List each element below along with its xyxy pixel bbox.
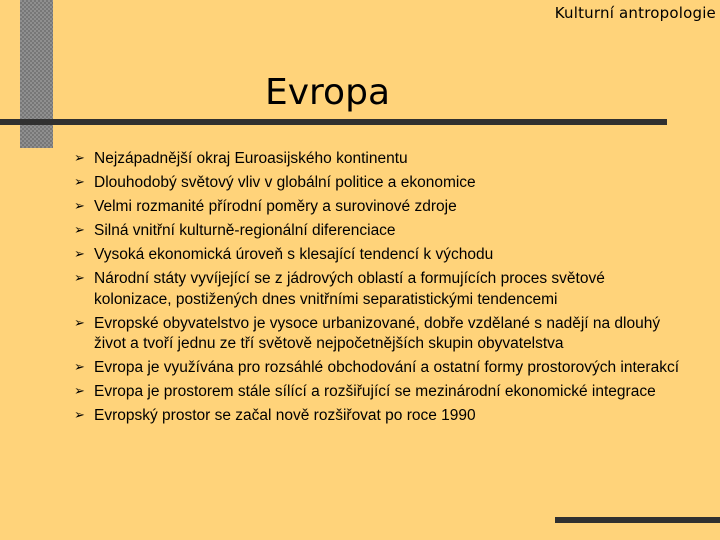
bullet-text: Evropa je využívána pro rozsáhlé obchodování a ostatní formy prostorových interakcí [94, 359, 679, 376]
bullet-text: Evropské obyvatelstvo je vysoce urbanizované, dobře vzdělané s nadějí na dlouhý život a tvoří jednu ze tří světově nejpočetnějších skupin obyvatelstva [94, 314, 661, 352]
bullet-text: Silná vnitřní kulturně-regionální diferenciace [94, 222, 396, 239]
list-item [74, 221, 684, 242]
list-item [74, 269, 684, 310]
arrow-bullet-icon: ➢ [74, 199, 85, 214]
list-item [74, 245, 684, 266]
bullet-text: Vysoká ekonomická úroveň s klesající tendencí k východu [94, 246, 494, 263]
list-item [74, 382, 684, 403]
arrow-bullet-icon: ➢ [74, 223, 85, 238]
arrow-bullet-icon: ➢ [74, 360, 85, 375]
arrow-bullet-icon: ➢ [74, 315, 85, 331]
bullet-text: Nejzápadnější okraj Euroasijského kontinentu [94, 150, 408, 167]
list-item [74, 406, 684, 427]
arrow-bullet-icon: ➢ [74, 384, 85, 399]
arrow-bullet-icon: ➢ [74, 175, 85, 190]
decorative-stripe [20, 0, 53, 148]
list-item [74, 197, 684, 218]
list-item [74, 314, 684, 355]
bullet-text: Velmi rozmanité přírodní poměry a surovinové zdroje [94, 198, 457, 215]
arrow-bullet-icon: ➢ [74, 271, 85, 286]
bullet-text: Evropský prostor se začal nově rozšiřovat po roce 1990 [94, 407, 476, 424]
arrow-bullet-icon: ➢ [74, 247, 85, 262]
arrow-bullet-icon: ➢ [74, 408, 85, 423]
list-item [74, 149, 684, 170]
slide-title: Evropa [265, 72, 390, 113]
bullet-text: Dlouhodobý světový vliv v globální politice a ekonomice [94, 174, 476, 191]
course-title: Kulturní antropologie [554, 4, 716, 22]
bullet-text: Evropa je prostorem stále sílící a rozšiřující se mezinárodní ekonomické integrace [94, 383, 656, 400]
list-item [74, 173, 684, 194]
bullet-text: Národní státy vyvíjející se z jádrových oblastí a formujících proces světové kolonizace, postižených dnes vnitřními separatistickými tendencemi [94, 270, 605, 308]
title-rule [0, 119, 667, 125]
footer-rule [555, 517, 720, 523]
arrow-bullet-icon: ➢ [74, 151, 85, 166]
list-item [74, 358, 684, 379]
bullet-list [74, 149, 684, 430]
